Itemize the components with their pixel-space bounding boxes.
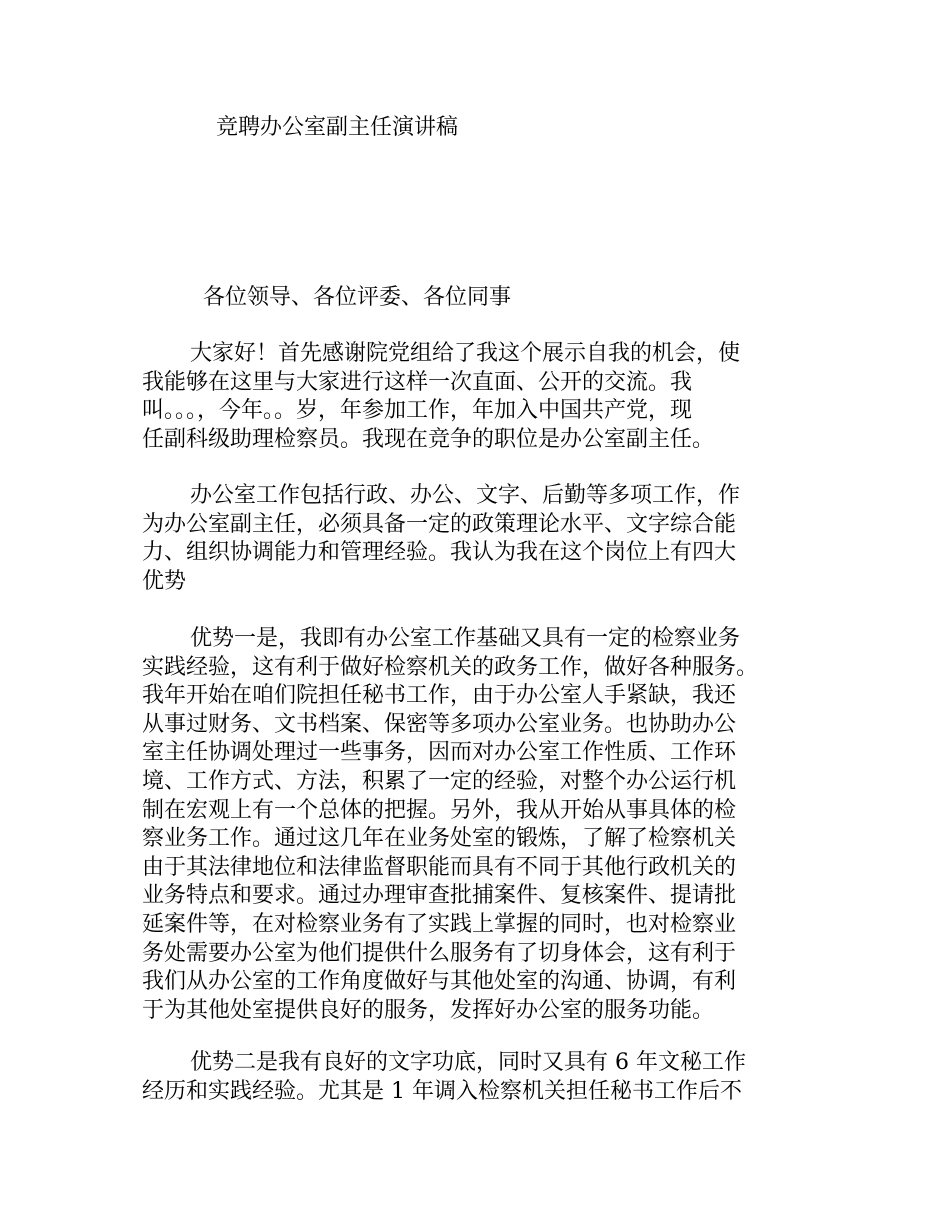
paragraph-line: 优势二是我有良好的文字功底，同时又具有 6 年文秘工作 bbox=[190, 1050, 746, 1075]
paragraph-line: 境、工作方式、方法，积累了一定的经验，对整个办公运行机 bbox=[142, 768, 737, 794]
paragraph-line: 于为其他处室提供良好的服务，发挥好办公室的服务功能。 bbox=[142, 997, 715, 1023]
salutation: 各位领导、各位评委、各位同事 bbox=[203, 285, 512, 310]
paragraph-line: 实践经验，这有利于做好检察机关的政务工作，做好各种服务。 bbox=[142, 654, 759, 680]
paragraph-line: 任副科级助理检察员。我现在竞争的职位是办公室副主任。 bbox=[142, 426, 715, 452]
paragraph-advantage-two bbox=[142, 1049, 822, 1106]
paragraph-line: 优势 bbox=[142, 568, 187, 594]
document-title: 竞聘办公室副主任演讲稿 bbox=[216, 115, 459, 140]
paragraph-line: 为办公室副主任，必须具备一定的政策理论水平、文字综合能 bbox=[142, 511, 737, 537]
paragraph-line: 延案件等，在对检察业务有了实践上掌握的同时，也对检察业 bbox=[142, 911, 737, 937]
paragraph-line: 由于其法律地位和法律监督职能而具有不同于其他行政机关的 bbox=[142, 854, 737, 880]
paragraph-introduction bbox=[142, 340, 822, 454]
paragraph-line: 室主任协调处理过一些事务，因而对办公室工作性质、工作环 bbox=[142, 740, 737, 766]
paragraph-line: 我能够在这里与大家进行这样一次直面、公开的交流。我 bbox=[142, 369, 693, 395]
paragraph-line: 从事过财务、文书档案、保密等多项办公室业务。也协助办公 bbox=[142, 711, 737, 737]
paragraph-line: 叫。。。，今年。。岁，年参加工作，年加入中国共产党，现 bbox=[142, 398, 693, 424]
paragraph-line: 我们从办公室的工作角度做好与其他处室的沟通、协调，有利 bbox=[142, 969, 737, 995]
paragraph-line: 务处需要办公室为他们提供什么服务有了切身体会，这有利于 bbox=[142, 940, 737, 966]
paragraph-line: 察业务工作。通过这几年在业务处室的锻炼，了解了检察机关 bbox=[142, 826, 737, 852]
paragraph-line: 办公室工作包括行政、办公、文字、后勤等多项工作，作 bbox=[190, 483, 741, 508]
paragraph-line: 大家好！首先感谢院党组给了我这个展示自我的机会，使 bbox=[190, 341, 741, 366]
paragraph-advantage-one bbox=[142, 625, 822, 1025]
paragraph-line: 制在宏观上有一个总体的把握。另外，我从开始从事具体的检 bbox=[142, 797, 737, 823]
paragraph-line: 优势一是，我即有办公室工作基础又具有一定的检察业务 bbox=[190, 626, 741, 651]
paragraph-line: 我年开始在咱们院担任秘书工作，由于办公室人手紧缺，我还 bbox=[142, 683, 737, 709]
paragraph-line: 经历和实践经验。尤其是 1 年调入检察机关担任秘书工作后不 bbox=[142, 1078, 742, 1104]
paragraph-line: 业务特点和要求。通过办理审查批捕案件、复核案件、提请批 bbox=[142, 883, 737, 909]
paragraph-office-work bbox=[142, 482, 822, 596]
paragraph-line: 力、组织协调能力和管理经验。我认为我在这个岗位上有四大 bbox=[142, 540, 737, 566]
